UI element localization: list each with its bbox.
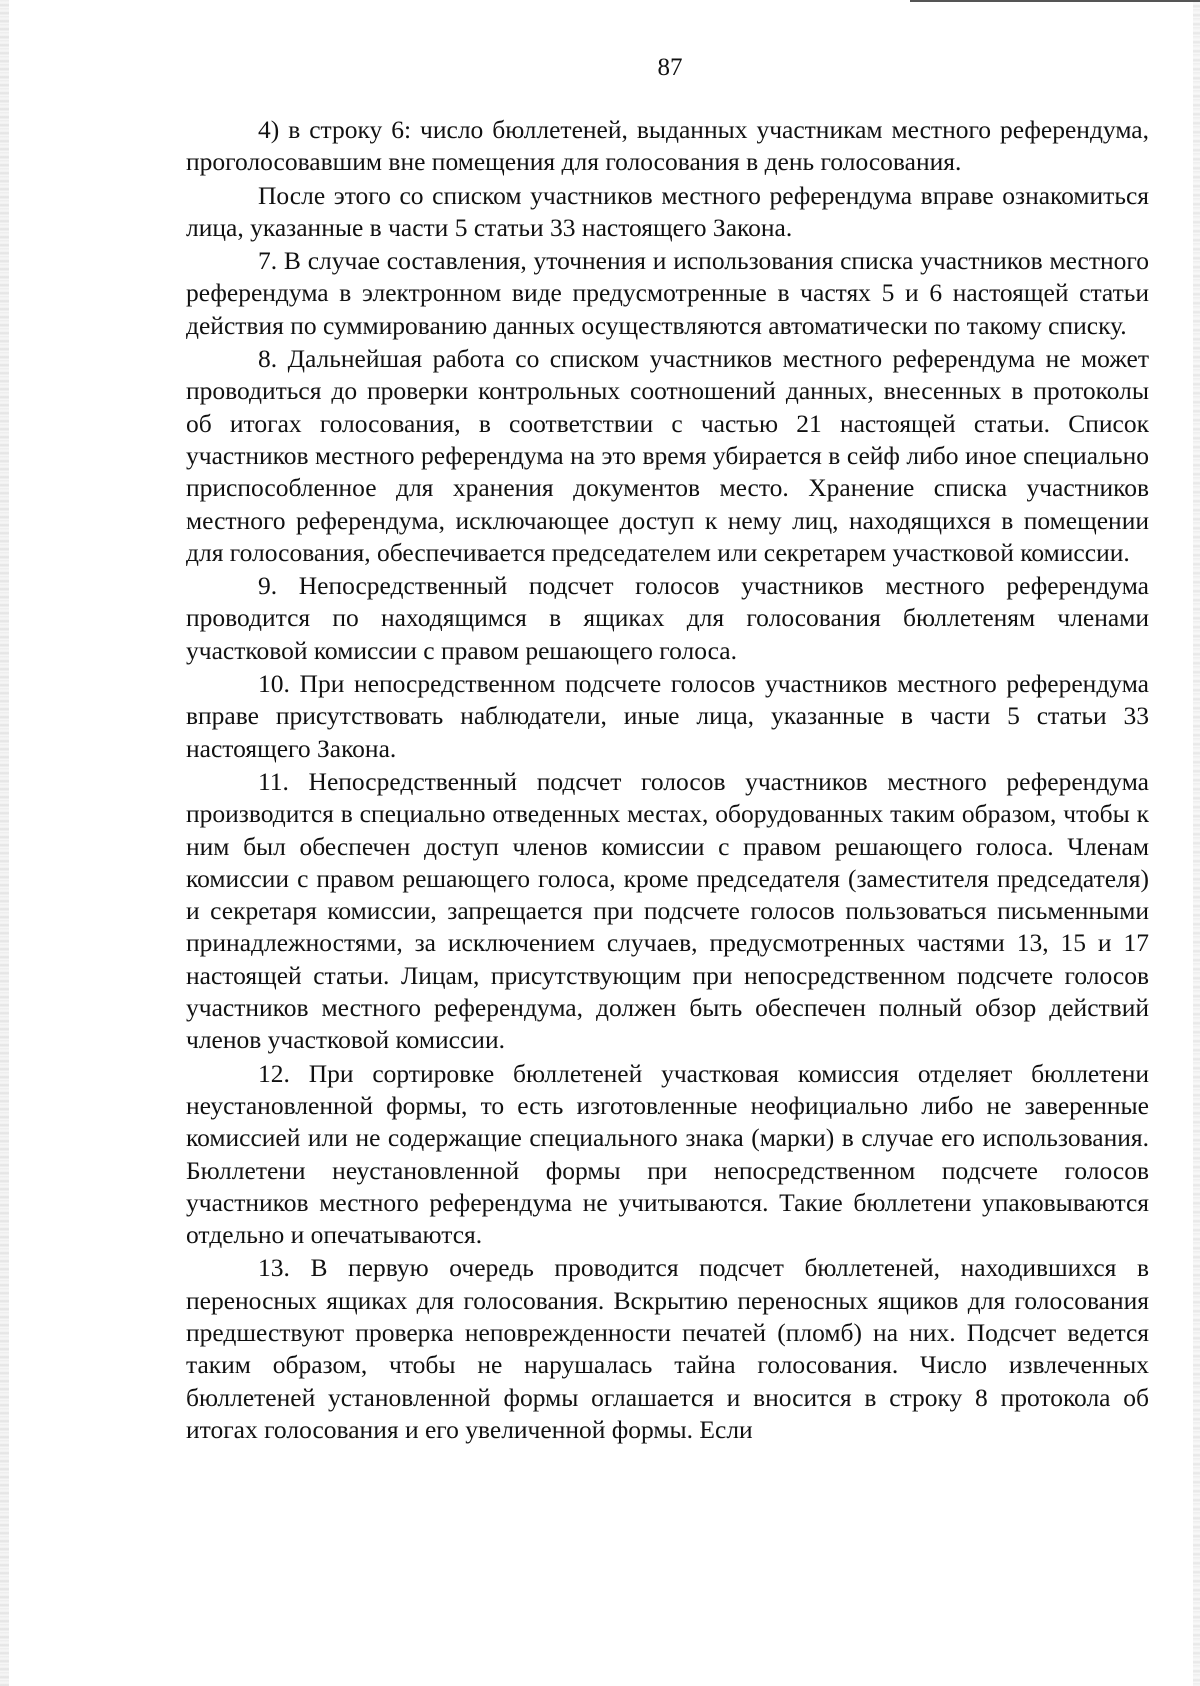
paragraph: После этого со списком участников местного референдума вправе ознакомиться лица, указанные в части 5 статьи 33 настоящего Закона.: [186, 180, 1149, 242]
paragraph: 9. Непосредственный подсчет голосов участников местного референдума проводится по находящимся в ящиках для голосования бюллетеням членами участковой комиссии с правом решающего голоса.: [186, 571, 1149, 665]
paragraph: 12. При сортировке бюллетеней участковая комиссия отделяет бюллетени неустановленной формы, то есть изготовленные неофициально либо не заверенные комиссией или не содержащие специального знака (марки) в случае его использования. Бюллетени неустановленной формы при непосредственном подсчете голосов участников местного референдума не учитываются. Такие бюллетени упаковываются отдельно и опечатываются.: [186, 1058, 1149, 1250]
scan-edge-left: [0, 0, 9, 1686]
paragraph: 4) в строку 6: число бюллетеней, выданных участникам местного референдума, проголосовавшим вне помещения для голосования в день голосования.: [186, 115, 1149, 177]
paragraph: 7. В случае составления, уточнения и использования списка участников местного референдума в электронном виде предусмотренные в частях 5 и 6 настоящей статьи действия по суммированию данных осуществляются автоматически по такому списку.: [186, 246, 1149, 340]
paragraph: 10. При непосредственном подсчете голосов участников местного референдума вправе присутствовать наблюдатели, иные лица, указанные в части 5 статьи 33 настоящего Закона.: [186, 669, 1149, 763]
scan-edge-right: [1193, 0, 1200, 1686]
scan-top-line: [910, 0, 1200, 2]
document-body: [186, 114, 1149, 1447]
paragraph: 13. В первую очередь проводится подсчет бюллетеней, находившихся в переносных ящиках для голосования. Вскрытию переносных ящиков для голосования предшествуют проверка неповрежденности печатей (пломб) на них. Подсчет ведется таким образом, чтобы не нарушалась тайна голосования. Число извлеченных бюллетеней установленной формы оглашается и вносится в строку 8 протокола об итогах голосования и его увеличенной формы. Если: [186, 1253, 1149, 1444]
paragraph: 8. Дальнейшая работа со списком участников местного референдума не может проводиться до проверки контрольных соотношений данных, внесенных в протоколы об итогах голосования, в соответствии с частью 21 настоящей статьи. Список участников местного референдума на это время убирается в сейф либо иное специально приспособленное для хранения документов место. Хранение списка участников местного референдума, исключающее доступ к нему лиц, находящихся в помещении для голосования, обеспечивается председателем или секретарем участковой комиссии.: [186, 344, 1149, 567]
page-number: 87: [657, 54, 683, 81]
paragraph: 11. Непосредственный подсчет голосов участников местного референдума производится в специально отведенных местах, оборудованных таким образом, чтобы к ним был обеспечен доступ членов комиссии с правом решающего голоса. Членам комиссии с правом решающего голоса, кроме председателя (заместителя председателя) и секретаря комиссии, запрещается при подсчете голосов пользоваться письменными принадлежностями, за исключением случаев, предусмотренных частями 13, 15 и 17 настоящей статьи. Лицам, присутствующим при непосредственном подсчете голосов участников местного референдума, должен быть обеспечен полный обзор действий членов участковой комиссии.: [186, 766, 1149, 1055]
